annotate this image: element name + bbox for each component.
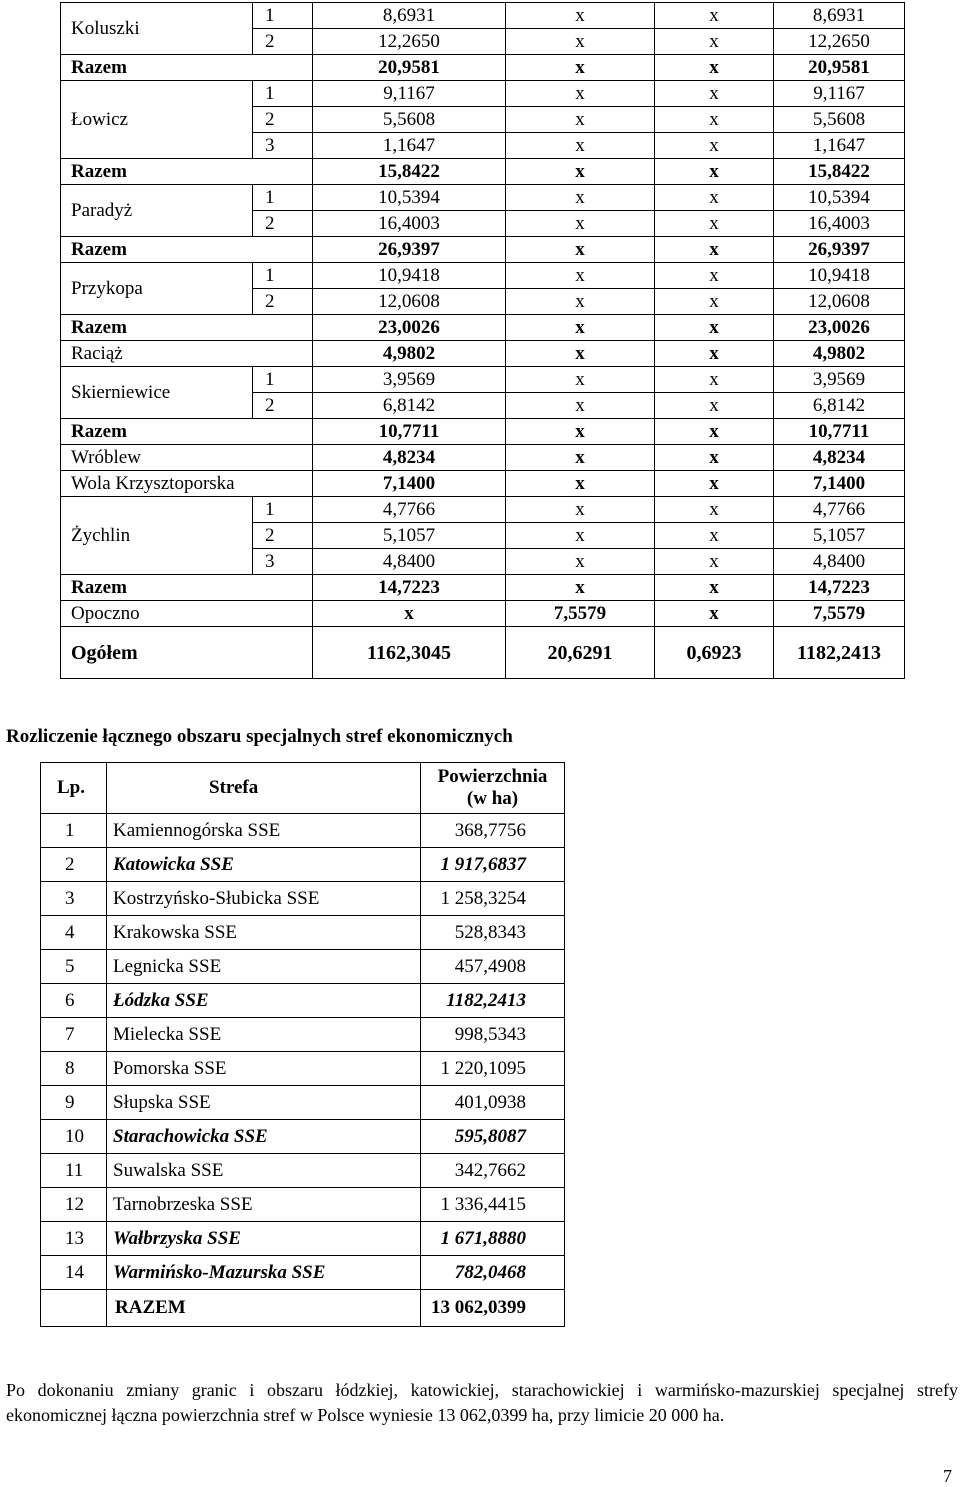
total-cell: 23,0026 — [774, 315, 905, 341]
row-number: 3 — [41, 882, 107, 916]
total-label: RAZEM — [107, 1290, 421, 1327]
subzone-number: 1 — [253, 3, 313, 29]
row-number: 1 — [41, 814, 107, 848]
table-row — [41, 916, 565, 950]
area-cell: x — [506, 549, 655, 575]
zone-name: Warmińsko-Mazurska SSE — [107, 1256, 421, 1290]
area-cell: 4,7766 — [313, 497, 506, 523]
table-row — [41, 984, 565, 1018]
area-cell: x — [655, 445, 774, 471]
subtotal-row — [61, 575, 905, 601]
subtotal-row — [61, 237, 905, 263]
total-cell: 8,6931 — [774, 3, 905, 29]
table-row — [41, 814, 565, 848]
area-cell: 10,7711 — [313, 419, 506, 445]
location-name: Skierniewice — [61, 367, 253, 419]
total-cell: 12,2650 — [774, 29, 905, 55]
area-cell: x — [655, 419, 774, 445]
area-cell: 7,1400 — [313, 471, 506, 497]
total-cell: 15,8422 — [774, 159, 905, 185]
area-cell: x — [655, 341, 774, 367]
total-area: 13 062,0399 — [421, 1290, 565, 1327]
area-cell: x — [655, 523, 774, 549]
subzone-number: 1 — [253, 367, 313, 393]
area-cell: 26,9397 — [313, 237, 506, 263]
location-name: Paradyż — [61, 185, 253, 237]
area-cell: x — [506, 315, 655, 341]
zone-name: Wałbrzyska SSE — [107, 1222, 421, 1256]
table-row — [61, 263, 905, 289]
zone-area: 595,8087 — [421, 1120, 565, 1154]
table-row — [61, 341, 905, 367]
area-cell: 9,1167 — [313, 81, 506, 107]
subtotal-row — [61, 159, 905, 185]
area-cell: x — [506, 367, 655, 393]
subzone-number: 3 — [253, 133, 313, 159]
table-header-row — [41, 763, 565, 814]
column-header-zone: Strefa — [107, 763, 421, 814]
zone-area: 1 258,3254 — [421, 882, 565, 916]
area-cell: x — [506, 3, 655, 29]
sse-summary-table — [40, 762, 565, 1327]
area-cell: 7,5579 — [506, 601, 655, 627]
total-cell: 5,5608 — [774, 107, 905, 133]
total-cell: 16,4003 — [774, 211, 905, 237]
total-cell: 5,1057 — [774, 523, 905, 549]
area-cell: x — [655, 159, 774, 185]
area-cell: x — [655, 497, 774, 523]
total-cell: 1182,2413 — [774, 627, 905, 679]
area-cell: x — [506, 471, 655, 497]
row-number: 2 — [41, 848, 107, 882]
area-cell: 4,8400 — [313, 549, 506, 575]
table-row — [61, 185, 905, 211]
table-row — [41, 950, 565, 984]
zone-name: Kostrzyńsko-Słubicka SSE — [107, 882, 421, 916]
summary-paragraph: Po dokonaniu zmiany granic i obszaru łódzkiej, katowickiej, starachowickiej i warmińsko-mazurskiej specjalnej strefy ekonomicznej łączna powierzchnia stref w Polsce wyniesie 13 062,0399 ha, przy limicie 20 000 ha. — [6, 1380, 958, 1425]
row-number: 9 — [41, 1086, 107, 1120]
location-name: Żychlin — [61, 497, 253, 575]
column-header-area-line1: Powierzchnia — [437, 766, 548, 787]
subzone-number: 2 — [253, 523, 313, 549]
table-row — [61, 601, 905, 627]
total-cell: 12,0608 — [774, 289, 905, 315]
area-cell: x — [506, 185, 655, 211]
location-name: Opoczno — [61, 601, 313, 627]
grand-total-row — [61, 627, 905, 679]
area-cell: x — [655, 367, 774, 393]
table-row — [41, 882, 565, 916]
area-cell: x — [506, 523, 655, 549]
row-number: 12 — [41, 1188, 107, 1222]
zone-name: Legnicka SSE — [107, 950, 421, 984]
area-cell: x — [655, 549, 774, 575]
area-cell: x — [655, 29, 774, 55]
zone-area: 457,4908 — [421, 950, 565, 984]
subtotal-label: Razem — [61, 237, 313, 263]
area-cell: x — [506, 419, 655, 445]
area-cell: x — [655, 471, 774, 497]
location-name: Łowicz — [61, 81, 253, 159]
total-cell: 4,8234 — [774, 445, 905, 471]
total-cell: 10,7711 — [774, 419, 905, 445]
area-cell: 10,5394 — [313, 185, 506, 211]
area-cell: x — [506, 133, 655, 159]
table-row — [61, 367, 905, 393]
area-cell: 20,6291 — [506, 627, 655, 679]
area-cell: x — [506, 445, 655, 471]
table-row — [41, 1120, 565, 1154]
total-cell: 7,1400 — [774, 471, 905, 497]
table-row — [41, 1018, 565, 1052]
table-row — [41, 1188, 565, 1222]
table-row — [61, 3, 905, 29]
subzone-number: 1 — [253, 497, 313, 523]
subzone-number: 2 — [253, 289, 313, 315]
area-cell: 4,9802 — [313, 341, 506, 367]
area-cell: x — [655, 81, 774, 107]
column-header-area-line2: (w ha) — [466, 788, 519, 809]
zone-name: Kamiennogórska SSE — [107, 814, 421, 848]
area-cell: x — [506, 159, 655, 185]
table-row — [41, 848, 565, 882]
table-row — [61, 445, 905, 471]
area-cell: 1,1647 — [313, 133, 506, 159]
row-number: 4 — [41, 916, 107, 950]
row-number: 5 — [41, 950, 107, 984]
table-row — [41, 1154, 565, 1188]
zone-name: Słupska SSE — [107, 1086, 421, 1120]
total-cell: 9,1167 — [774, 81, 905, 107]
table-row — [61, 471, 905, 497]
total-cell: 4,8400 — [774, 549, 905, 575]
zone-name: Tarnobrzeska SSE — [107, 1188, 421, 1222]
subtotal-label: Razem — [61, 575, 313, 601]
area-cell: 4,8234 — [313, 445, 506, 471]
area-cell: 14,7223 — [313, 575, 506, 601]
subtotal-row — [61, 55, 905, 81]
subzone-number: 1 — [253, 263, 313, 289]
area-cell: x — [655, 289, 774, 315]
total-cell: 7,5579 — [774, 601, 905, 627]
zone-area: 1 336,4415 — [421, 1188, 565, 1222]
zone-name: Mielecka SSE — [107, 1018, 421, 1052]
table-row — [41, 1256, 565, 1290]
table-row — [41, 1222, 565, 1256]
row-number: 6 — [41, 984, 107, 1018]
zone-name: Krakowska SSE — [107, 916, 421, 950]
area-cell: x — [506, 237, 655, 263]
area-cell: x — [655, 185, 774, 211]
zone-area: 1 917,6837 — [421, 848, 565, 882]
zone-name: Suwalska SSE — [107, 1154, 421, 1188]
subzone-number: 2 — [253, 29, 313, 55]
area-cell: x — [506, 29, 655, 55]
area-cell: x — [506, 289, 655, 315]
location-name: Wróblew — [61, 445, 313, 471]
subtotal-label: Razem — [61, 159, 313, 185]
subzone-number: 1 — [253, 185, 313, 211]
zone-area: 782,0468 — [421, 1256, 565, 1290]
total-cell: 14,7223 — [774, 575, 905, 601]
zones-area-table — [60, 2, 905, 679]
zone-area: 1 671,8880 — [421, 1222, 565, 1256]
total-cell: 10,5394 — [774, 185, 905, 211]
area-cell: x — [655, 315, 774, 341]
area-cell: 5,5608 — [313, 107, 506, 133]
subzone-number: 2 — [253, 393, 313, 419]
area-cell: x — [506, 81, 655, 107]
area-cell: 15,8422 — [313, 159, 506, 185]
location-name: Wola Krzysztoporska — [61, 471, 313, 497]
area-cell: x — [506, 211, 655, 237]
area-cell: 1162,3045 — [313, 627, 506, 679]
area-cell: x — [313, 601, 506, 627]
total-cell: 3,9569 — [774, 367, 905, 393]
table-row — [61, 497, 905, 523]
total-cell: 20,9581 — [774, 55, 905, 81]
subtotal-label: Razem — [61, 55, 313, 81]
location-name: Raciąż — [61, 341, 313, 367]
location-name: Przykopa — [61, 263, 253, 315]
zone-name: Pomorska SSE — [107, 1052, 421, 1086]
area-cell: x — [655, 55, 774, 81]
subzone-number: 2 — [253, 211, 313, 237]
total-cell: 1,1647 — [774, 133, 905, 159]
subtotal-row — [61, 315, 905, 341]
zone-area: 342,7662 — [421, 1154, 565, 1188]
area-cell: x — [506, 107, 655, 133]
zone-name: Katowicka SSE — [107, 848, 421, 882]
empty-cell — [41, 1290, 107, 1327]
area-cell: x — [655, 133, 774, 159]
column-header-lp: Lp. — [41, 763, 107, 814]
area-cell: 10,9418 — [313, 263, 506, 289]
area-cell: x — [506, 263, 655, 289]
zone-area: 1 220,1095 — [421, 1052, 565, 1086]
location-name: Koluszki — [61, 3, 253, 55]
row-number: 7 — [41, 1018, 107, 1052]
area-cell: 5,1057 — [313, 523, 506, 549]
total-cell: 26,9397 — [774, 237, 905, 263]
area-cell: x — [655, 601, 774, 627]
subtotal-row — [61, 419, 905, 445]
subtotal-label: Razem — [61, 315, 313, 341]
area-cell: x — [655, 237, 774, 263]
area-cell: x — [655, 575, 774, 601]
area-cell: 0,6923 — [655, 627, 774, 679]
area-cell: 8,6931 — [313, 3, 506, 29]
area-cell: 6,8142 — [313, 393, 506, 419]
total-row — [41, 1290, 565, 1327]
area-cell: x — [655, 107, 774, 133]
total-cell: 4,9802 — [774, 341, 905, 367]
row-number: 10 — [41, 1120, 107, 1154]
zone-area: 401,0938 — [421, 1086, 565, 1120]
zone-area: 368,7756 — [421, 814, 565, 848]
total-cell: 10,9418 — [774, 263, 905, 289]
total-cell: 6,8142 — [774, 393, 905, 419]
area-cell: x — [506, 393, 655, 419]
area-cell: x — [655, 211, 774, 237]
area-cell: 16,4003 — [313, 211, 506, 237]
zone-name: Starachowicka SSE — [107, 1120, 421, 1154]
total-cell: 4,7766 — [774, 497, 905, 523]
area-cell: 12,2650 — [313, 29, 506, 55]
subzone-number: 1 — [253, 81, 313, 107]
area-cell: x — [506, 55, 655, 81]
area-cell: x — [506, 497, 655, 523]
subzone-number: 2 — [253, 107, 313, 133]
table-row — [61, 81, 905, 107]
area-cell: 20,9581 — [313, 55, 506, 81]
subzone-number: 3 — [253, 549, 313, 575]
row-number: 8 — [41, 1052, 107, 1086]
area-cell: x — [506, 341, 655, 367]
area-cell: 12,0608 — [313, 289, 506, 315]
zone-area: 528,8343 — [421, 916, 565, 950]
page-number: 7 — [943, 1466, 952, 1486]
grand-total-label: Ogółem — [61, 627, 313, 679]
table-row — [41, 1086, 565, 1120]
zone-area: 998,5343 — [421, 1018, 565, 1052]
row-number: 13 — [41, 1222, 107, 1256]
zone-name: Łódzka SSE — [107, 984, 421, 1018]
area-cell: x — [655, 393, 774, 419]
subtotal-label: Razem — [61, 419, 313, 445]
column-header-area — [421, 763, 565, 814]
area-cell: x — [655, 3, 774, 29]
zone-area: 1182,2413 — [421, 984, 565, 1018]
row-number: 14 — [41, 1256, 107, 1290]
area-cell: 23,0026 — [313, 315, 506, 341]
section-heading: Rozliczenie łącznego obszaru specjalnych stref ekonomicznych — [6, 726, 513, 747]
area-cell: 3,9569 — [313, 367, 506, 393]
area-cell: x — [506, 575, 655, 601]
row-number: 11 — [41, 1154, 107, 1188]
area-cell: x — [655, 263, 774, 289]
table-row — [41, 1052, 565, 1086]
